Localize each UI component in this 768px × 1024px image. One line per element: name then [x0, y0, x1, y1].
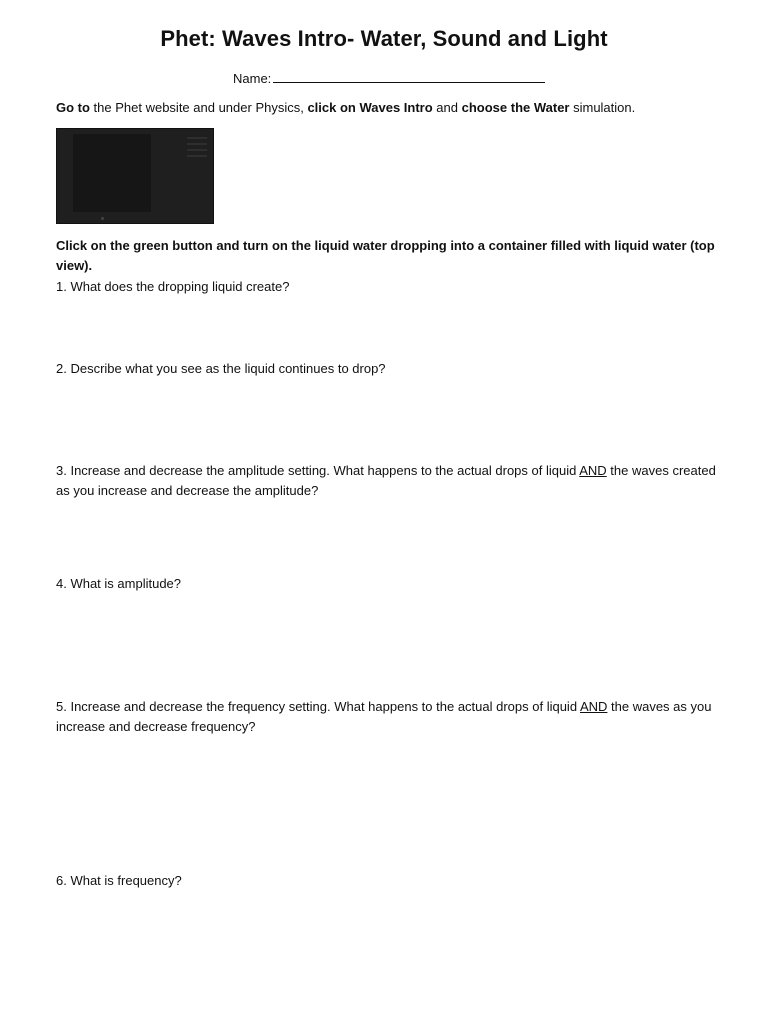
- question-2: 2. Describe what you see as the liquid continues to drop?: [56, 361, 386, 376]
- question-3-part-a: 3. Increase and decrease the amplitude setting. What happens to the actual drops of liquid: [56, 463, 580, 478]
- question-6: 6. What is frequency?: [56, 873, 182, 888]
- name-field: [233, 70, 545, 86]
- name-blank-line[interactable]: [273, 70, 545, 83]
- question-5-part-a: 5. Increase and decrease the frequency setting. What happens to the actual drops of liquid: [56, 699, 580, 714]
- question-3-part-b: the waves created as you increase and decrease the amplitude?: [56, 463, 716, 498]
- green-button-instruction: Click on the green button and turn on the liquid water dropping into a container filled with liquid water (top view).: [56, 238, 715, 273]
- question-5-part-b: the waves as you increase and decrease frequency?: [56, 699, 712, 734]
- question-1: 1. What does the dropping liquid create?: [56, 279, 290, 294]
- question-3: [56, 461, 720, 501]
- intro-text-2: and: [432, 100, 462, 115]
- page-title: Phet: Waves Intro- Water, Sound and Light: [160, 26, 608, 51]
- intro-click-waves: click on Waves Intro: [307, 100, 433, 115]
- question-5-and: AND: [579, 699, 608, 714]
- intro-text-1: the Phet website and under Physics,: [89, 100, 308, 115]
- intro-choose-water: choose the Water: [461, 100, 570, 115]
- question-5: [56, 697, 720, 737]
- simulation-control-panel: [185, 133, 209, 163]
- question-4: 4. What is amplitude?: [56, 576, 182, 591]
- intro-instructions: [56, 98, 720, 118]
- simulation-knob: [101, 217, 104, 220]
- question-3-and: AND: [579, 463, 607, 478]
- simulation-water-area: [73, 134, 151, 212]
- name-label: Name:: [233, 71, 272, 86]
- intro-goto: Go to: [56, 100, 90, 115]
- simulation-screenshot: [56, 128, 214, 224]
- intro-text-3: simulation.: [569, 100, 636, 115]
